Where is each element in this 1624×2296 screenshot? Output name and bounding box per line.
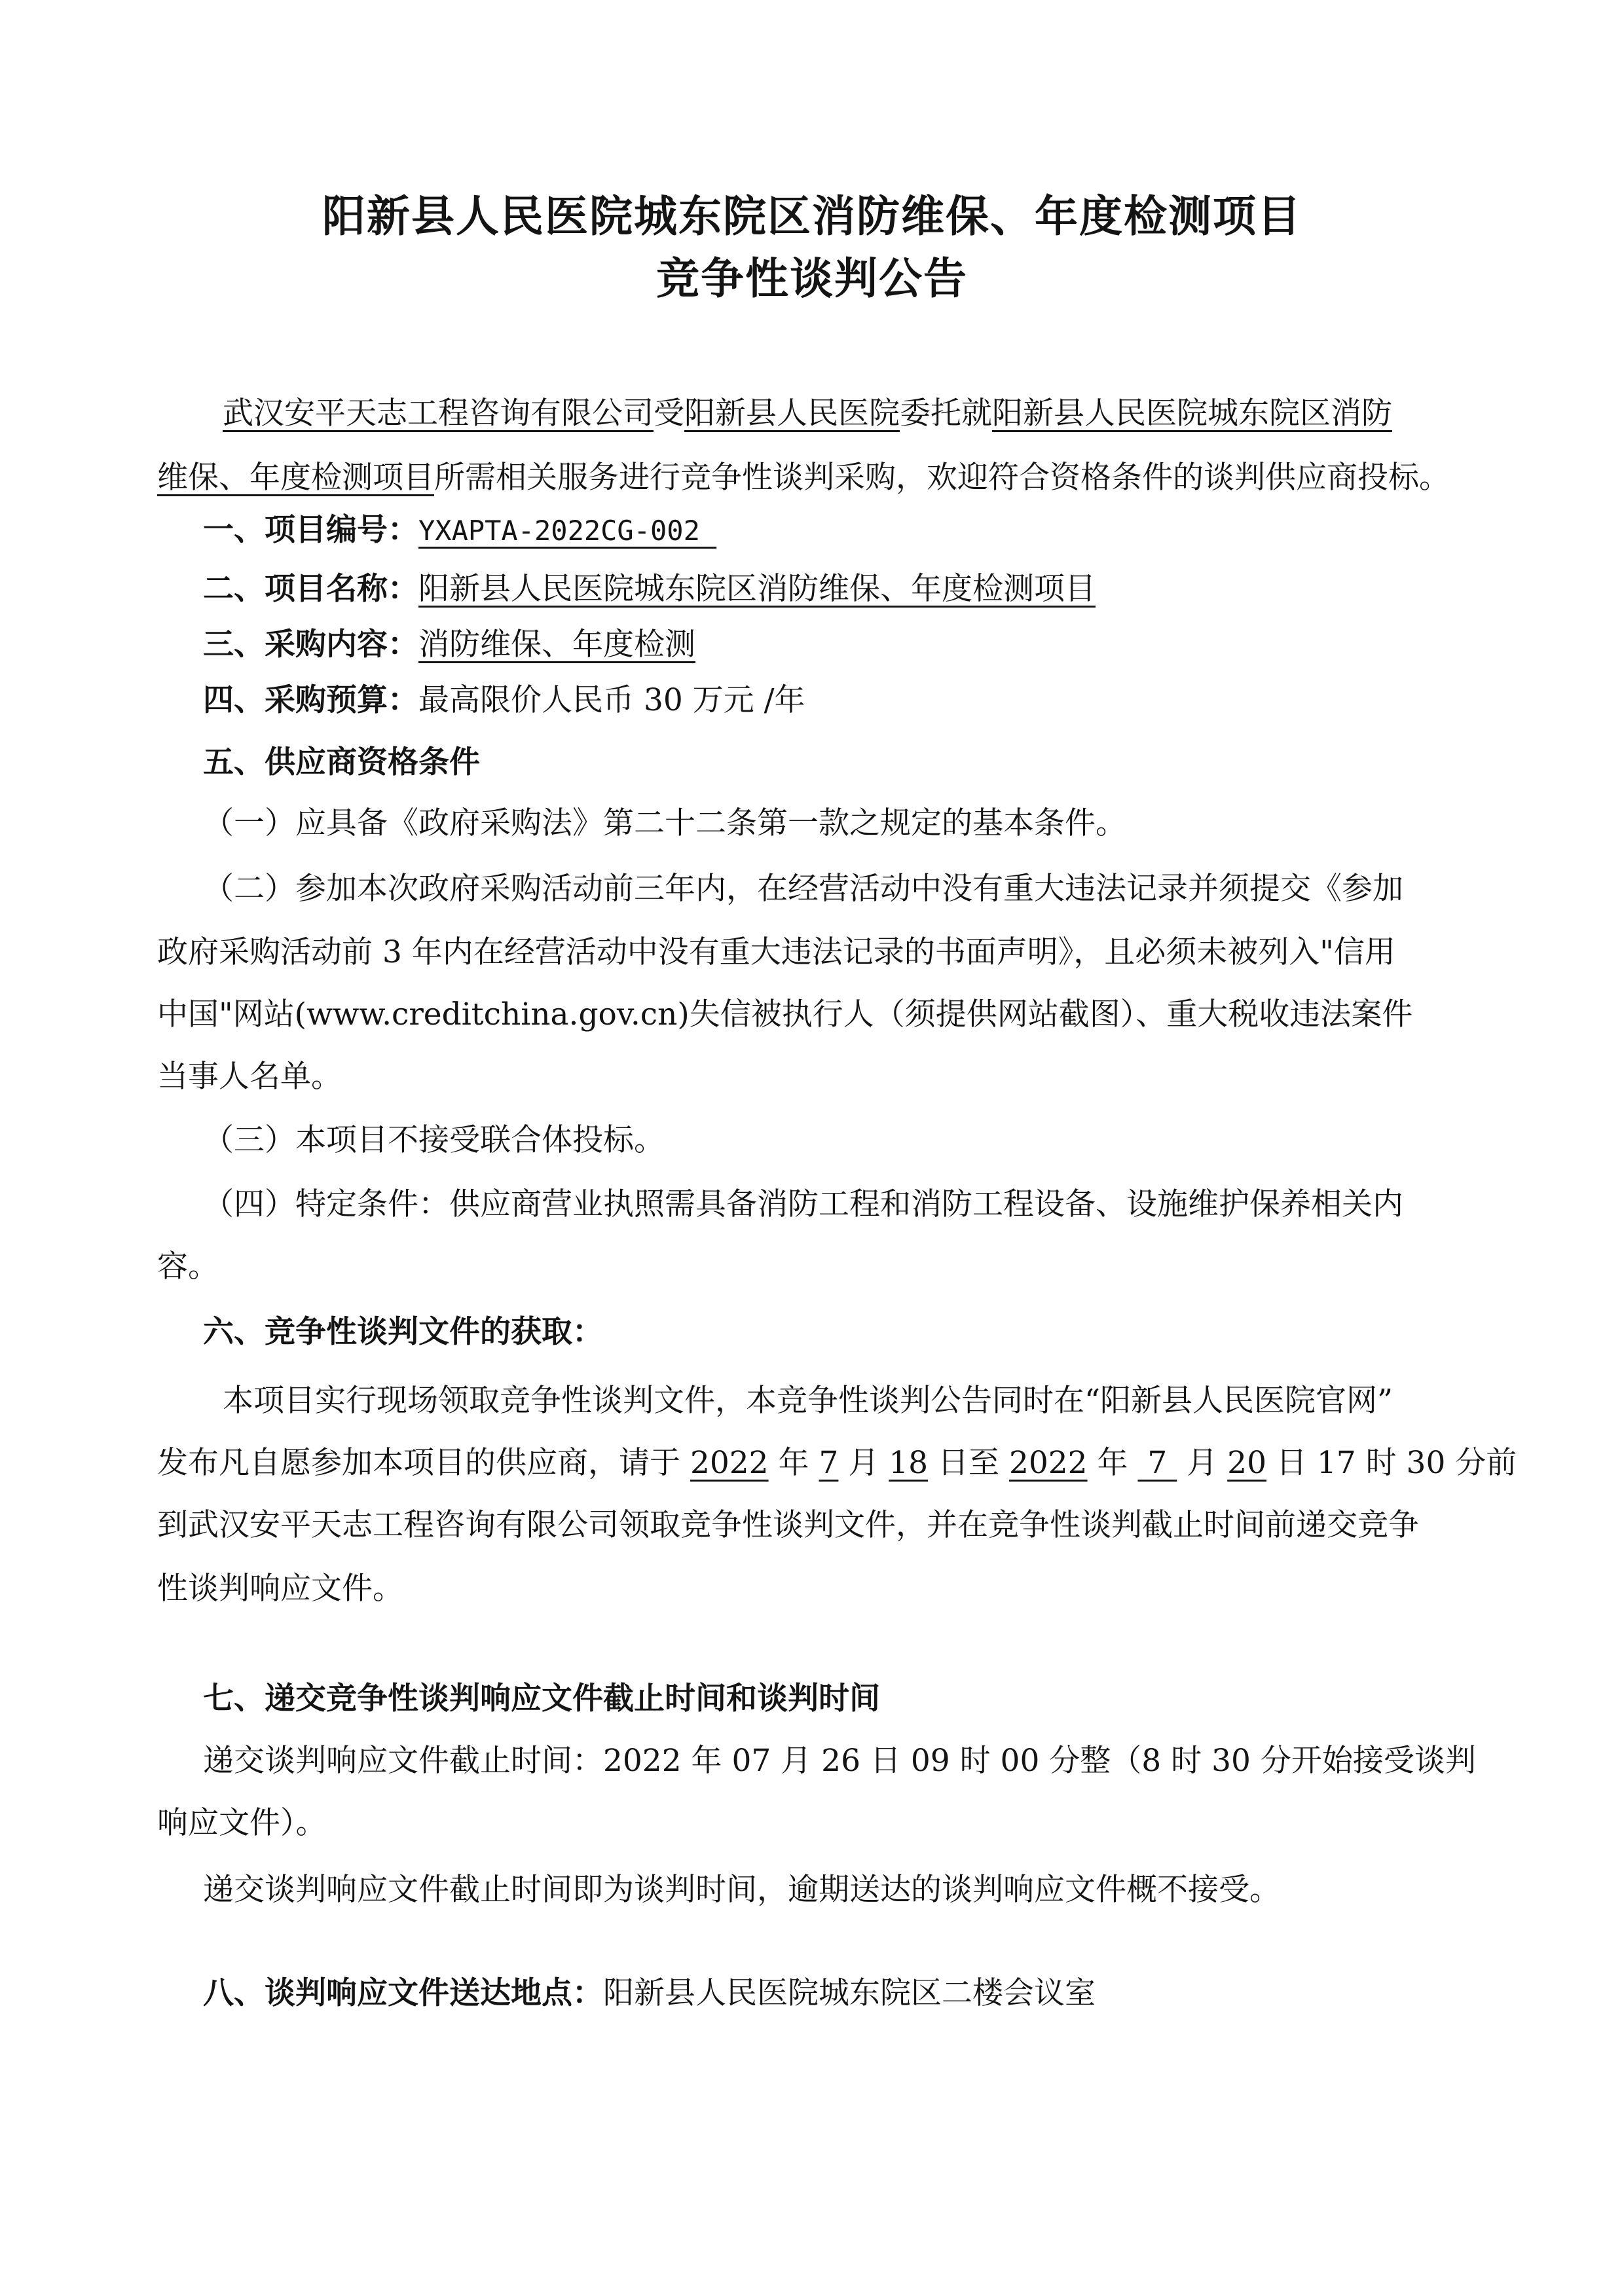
intro-text3: 所需相关服务进行竞争性谈判采购，欢迎符合资格条件的谈判供应商投标。 (434, 460, 1450, 496)
start-day: 18 (889, 1445, 929, 1481)
project-code-label: 一、项目编号： (203, 512, 418, 548)
end-year: 2022 (1008, 1445, 1088, 1481)
start-year: 2022 (690, 1445, 769, 1481)
qualification-p2-line4: 当事人名单。 (157, 1059, 342, 1095)
section-qualification-heading: 五、供应商资格条件 (203, 744, 480, 780)
qualification-p2-line2: 政府采购活动前 3 年内在经营活动中没有重大违法记录的书面声明》，且必须未被列入"信用 (157, 934, 1395, 970)
intro-text1: 受 (654, 395, 684, 431)
obtain-text-g: 日 17 时 30 分前 (1266, 1445, 1517, 1481)
qualification-p4-line1: （四）特定条件：供应商营业执照需具备消防工程和消防工程设备、设施维护保养相关内 (203, 1186, 1403, 1222)
intro-line1 (0, 394, 1624, 433)
intro-line2 (0, 458, 1624, 498)
obtain-line1: 本项目实行现场领取竞争性谈判文件，本竞争性谈判公告同时在“阳新县人民医院官网” (223, 1383, 1393, 1419)
client-name: 阳新县人民医院 (684, 395, 900, 431)
item-budget (0, 681, 1624, 720)
project-name-part2: 维保、年度检测项目 (157, 460, 434, 496)
end-month: 7 (1137, 1445, 1177, 1481)
procurement-content-value: 消防维保、年度检测 (418, 627, 695, 663)
section-obtain-heading: 六、竞争性谈判文件的获取： (203, 1314, 603, 1350)
section-location (0, 1974, 1624, 2013)
agency-name: 武汉安平天志工程咨询有限公司 (223, 395, 654, 431)
obtain-line4: 性谈判响应文件。 (157, 1571, 403, 1607)
deadline-line1: 递交谈判响应文件截止时间：2022 年 07 月 26 日 09 时 00 分整（8 时 30 分开始接受谈判 (203, 1743, 1476, 1779)
project-name-part1: 阳新县人民医院城东院区消防 (992, 395, 1392, 431)
deadline-line2: 响应文件）。 (157, 1805, 327, 1841)
document-title-line2: 竞争性谈判公告 (656, 253, 968, 304)
budget-value: 最高限价人民币 30 万元 /年 (418, 682, 805, 718)
qualification-p2-line1: （二）参加本次政府采购活动前三年内，在经营活动中没有重大违法记录并须提交《参加 (203, 871, 1403, 907)
end-day: 20 (1227, 1445, 1266, 1481)
item-procurement-content (0, 625, 1624, 665)
intro-text2: 委托就 (900, 395, 992, 431)
start-month: 7 (819, 1445, 839, 1481)
qualification-p4-line2: 容。 (157, 1248, 219, 1285)
procurement-content-label: 三、采购内容： (203, 627, 418, 663)
document-title-line1: 阳新县人民医院城东院区消防维保、年度检测项目 (322, 191, 1302, 242)
item-project-name (0, 570, 1624, 609)
budget-label: 四、采购预算： (203, 682, 418, 718)
section-deadline-heading: 七、递交竞争性谈判响应文件截止时间和谈判时间 (203, 1681, 880, 1717)
obtain-text-f: 月 (1177, 1445, 1228, 1481)
obtain-line2 (0, 1444, 1624, 1483)
obtain-text-c: 月 (838, 1445, 889, 1481)
qualification-p2-line3: 中国"网站(www.creditchina.gov.cn)失信被执行人（须提供网站截图）、重大税收违法案件 (157, 996, 1413, 1032)
location-value: 阳新县人民医院城东院区二楼会议室 (603, 1975, 1096, 2011)
obtain-text-e: 年 (1087, 1445, 1138, 1481)
project-code-value: YXAPTA-2022CG-002 (418, 515, 717, 547)
project-name-value: 阳新县人民医院城东院区消防维保、年度检测项目 (418, 571, 1096, 607)
qualification-p3: （三）本项目不接受联合体投标。 (203, 1122, 665, 1158)
obtain-text-a: 发布凡自愿参加本项目的供应商，请于 (157, 1445, 690, 1481)
item-project-code (0, 511, 1624, 551)
qualification-p1: （一）应具备《政府采购法》第二十二条第一款之规定的基本条件。 (203, 805, 1126, 841)
deadline-line3: 递交谈判响应文件截止时间即为谈判时间，逾期送达的谈判响应文件概不接受。 (203, 1872, 1280, 1908)
project-name-label: 二、项目名称： (203, 571, 418, 607)
obtain-text-d: 日至 (928, 1445, 1009, 1481)
location-label: 八、谈判响应文件送达地点： (203, 1975, 603, 2011)
obtain-text-b: 年 (768, 1445, 819, 1481)
obtain-line3: 到武汉安平天志工程咨询有限公司领取竞争性谈判文件，并在竞争性谈判截止时间前递交竞争 (157, 1507, 1419, 1543)
